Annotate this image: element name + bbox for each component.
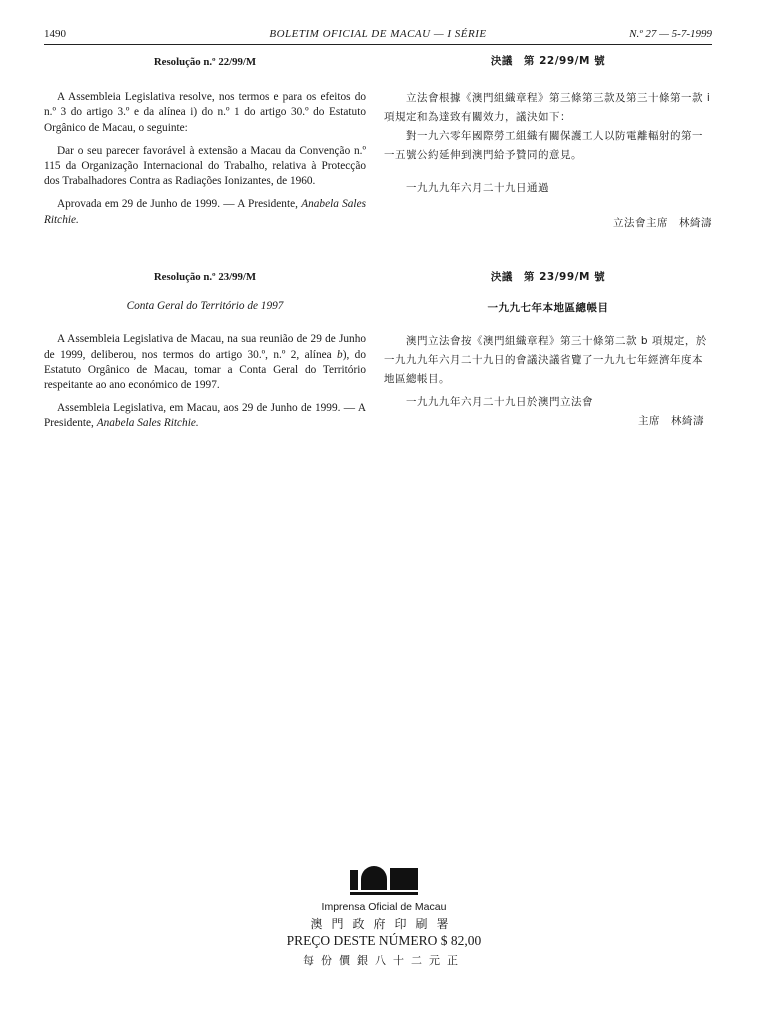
page-number: 1490 bbox=[44, 28, 66, 40]
resolution-22-pt bbox=[44, 55, 366, 228]
page-header bbox=[44, 26, 712, 44]
resolution-22-zh-signature: 立法會主席 林綺濤 bbox=[613, 217, 712, 229]
resolution-23-zh-subtitle: 一九九七年本地區總帳目 bbox=[487, 302, 609, 314]
resolution-23-zh bbox=[384, 268, 712, 431]
resolution-23-zh-date: 一九九九年六月二十九日於澳門立法會 bbox=[406, 396, 593, 408]
resolution-23-pt-para1: A Assembleia Legislativa de Macau, na sua reunião de 29 de Junho de 1999, deliberou, nos termos do artigo 30.º, n.º 2, alínea b), do Estatuto Orgânico de Macau, tomar a Conta Geral do Território respeitante ao ano económico de 1997. bbox=[44, 333, 366, 392]
resolution-22-zh-para2: 對一九六零年國際勞工組織有關保護工人以防電離輻射的第一一五號公約延伸到澳門給予贊同的意見。 bbox=[384, 130, 703, 161]
imprensa-logo bbox=[350, 860, 418, 890]
issue-number: N.º 27 — 5-7-1999 bbox=[629, 28, 712, 40]
resolution-22-pt-para1: A Assembleia Legislativa resolve, nos termos e para os efeitos do n.º 3 do artigo 3.º e da alínea i) do n.º 1 do artigo 30.º do Estatuto Orgânico de Macau, o seguinte: bbox=[44, 91, 366, 134]
resolution-23-zh-signature: 主席 林綺濤 bbox=[638, 415, 704, 427]
resolution-22-pt-heading: Resolução n.º 22/99/M bbox=[153, 56, 257, 68]
resolution-22-zh-heading: 決議 第 22/99/M 號 bbox=[490, 55, 606, 67]
resolution-23-pt-heading: Resolução n.º 23/99/M bbox=[153, 271, 257, 283]
resolution-23-zh-heading: 決議 第 23/99/M 號 bbox=[490, 271, 606, 283]
resolution-22-zh-para1: 立法會根據《澳門組織章程》第三條第三款及第三十條第一款 i 項規定和為達致有關效力，議決如下： bbox=[384, 92, 711, 123]
imprint-footer bbox=[0, 860, 768, 968]
resolution-23-pt-closing: Assembleia Legislativa, em Macau, aos 29 de Junho de 1999. — A Presidente, Anabela Sales Ritchie. bbox=[44, 402, 366, 430]
publication-title: BOLETIM OFICIAL DE MACAU — I SÉRIE bbox=[269, 28, 487, 40]
issue-price-zh: 每份價銀八十二元正 bbox=[303, 954, 465, 967]
resolution-22-pt-approval: Aprovada em 29 de Junho de 1999. — A Presidente, Anabela Sales Ritchie. bbox=[44, 198, 366, 226]
resolution-22-zh bbox=[384, 52, 712, 233]
issue-price: PREÇO DESTE NÚMERO $ 82,00 bbox=[286, 933, 482, 948]
imprint-name: Imprensa Oficial de Macau bbox=[321, 901, 447, 913]
resolution-23-pt bbox=[44, 270, 366, 432]
header-rule bbox=[44, 44, 712, 45]
resolution-23-zh-para1: 澳門立法會按《澳門組織章程》第三十條第二款 b 項規定，於一九九九年六月二十九日的會議決議省覽了一九九七年經濟年度本地區總帳目。 bbox=[384, 335, 707, 385]
resolution-22-zh-date: 一九九九年六月二十九日通過 bbox=[406, 182, 549, 194]
resolution-22-pt-para2: Dar o seu parecer favorável à extensão a Macau da Convenção n.º 115 da Organização Internacional do Trabalho, relativa à Protecção dos Trabalhadores Contra as Radiações Ionizantes, de 1960. bbox=[44, 144, 366, 188]
resolution-23-pt-subtitle: Conta Geral do Território de 1997 bbox=[126, 300, 284, 313]
imprint-name-zh: 澳門政府印刷署 bbox=[310, 917, 458, 931]
